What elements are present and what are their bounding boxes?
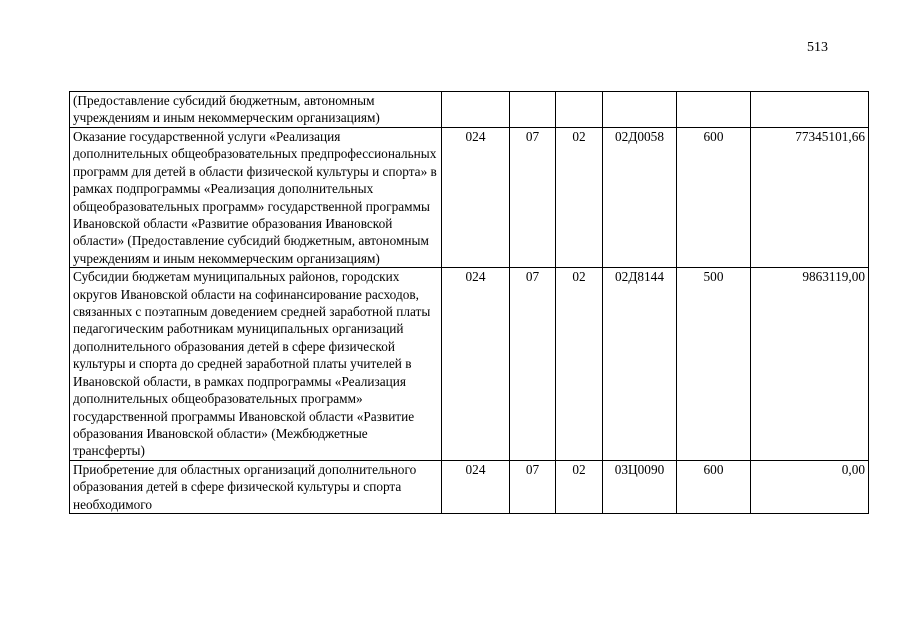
subsection-code: 02 <box>556 128 603 268</box>
table-row <box>70 268 869 460</box>
row-description: Субсидии бюджетам муниципальных районов, городских округов Ивановской области на софинансирование расходов, связанных с поэтапным доведением средней заработной платы педагогическим работникам муниципальных организаций дополнительного образования детей в сфере физической культуры и спорта до средней заработной платы учителей в Ивановской области, в рамках подпрограммы «Реализация дополнительных общеобразовательных программ» государственной программы Ивановской области «Развитие образования Ивановской области» (Межбюджетные трансферты) <box>70 268 442 460</box>
ministry-code: 024 <box>442 460 510 513</box>
expense-type-code: 600 <box>677 460 751 513</box>
expense-type-code: 500 <box>677 268 751 460</box>
section-code: 07 <box>510 128 556 268</box>
ministry-code: 024 <box>442 128 510 268</box>
subsection-code: 02 <box>556 268 603 460</box>
amount: 77345101,66 <box>751 128 869 268</box>
expense-type-code <box>677 92 751 128</box>
row-description-cell <box>70 460 442 513</box>
target-code: 02Д0058 <box>603 128 677 268</box>
target-code: 02Д8144 <box>603 268 677 460</box>
table-row <box>70 128 869 268</box>
row-description: Приобретение для областных организаций дополнительного образования детей в сфере физической культуры и спорта необходимого <box>73 461 417 512</box>
row-description: (Предоставление субсидий бюджетным, автономным учреждениям и иным некоммерческим организациям) <box>70 92 442 128</box>
target-code: 03Ц0090 <box>603 460 677 513</box>
page-number: 513 <box>807 40 828 55</box>
table-row <box>70 92 869 128</box>
subsection-code: 02 <box>556 460 603 513</box>
target-code <box>603 92 677 128</box>
expense-type-code: 600 <box>677 128 751 268</box>
budget-table <box>69 91 869 514</box>
table-row <box>70 460 869 513</box>
section-code: 07 <box>510 460 556 513</box>
subsection-code <box>556 92 603 128</box>
amount: 9863119,00 <box>751 268 869 460</box>
section-code <box>510 92 556 128</box>
ministry-code <box>442 92 510 128</box>
amount: 0,00 <box>751 460 869 513</box>
section-code: 07 <box>510 268 556 460</box>
amount <box>751 92 869 128</box>
row-description: Оказание государственной услуги «Реализация дополнительных общеобразовательных предпрофессиональных программ для детей в области физической культуры и спорта» в рамках подпрограммы «Реализация дополнительных общеобразовательных программ» государственной программы Ивановской области «Развитие образования Ивановской области» (Предоставление субсидий бюджетным, автономным учреждениям и иным некоммерческим организациям) <box>70 128 442 268</box>
ministry-code: 024 <box>442 268 510 460</box>
